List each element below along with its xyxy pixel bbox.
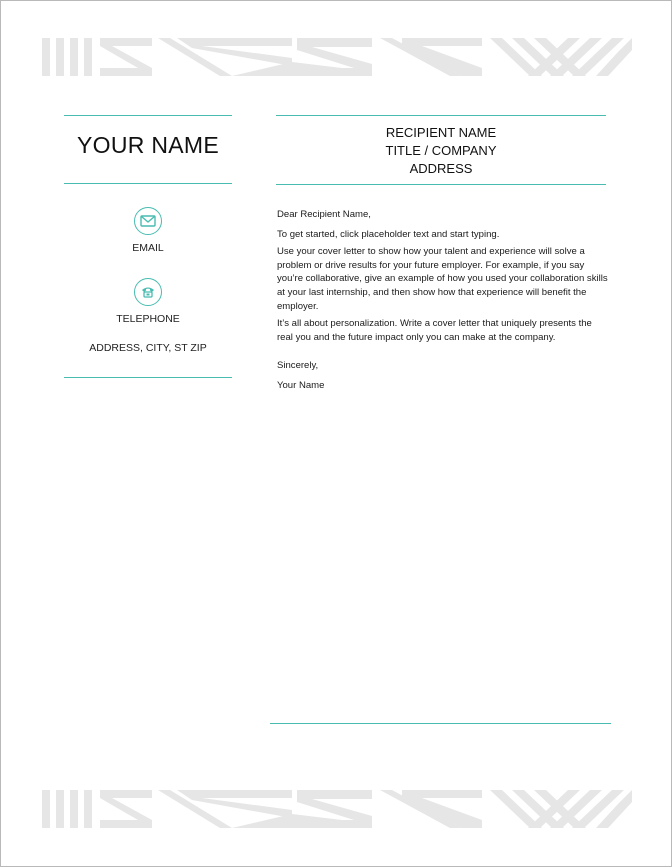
decorative-pattern-top [42, 38, 632, 76]
sender-top-rule [64, 115, 232, 116]
sender-bottom-rule [64, 377, 232, 378]
sender-name-rule [64, 183, 232, 184]
recipient-block [276, 124, 606, 178]
letter-paragraph[interactable]: It’s all about personalization. Write a cover letter that uniquely presents the real you and the future impact only you can make at the company. [277, 318, 592, 343]
sender-telephone[interactable]: TELEPHONE [116, 313, 180, 325]
decorative-pattern-bottom [42, 790, 632, 828]
letter-body [277, 208, 609, 397]
sender-address[interactable]: ADDRESS, CITY, ST ZIP [89, 342, 207, 354]
letter-bottom-rule [270, 723, 611, 724]
sender-name[interactable]: YOUR NAME [77, 132, 219, 158]
letter-signature[interactable]: Your Name [277, 379, 325, 391]
letter-paragraph[interactable]: Use your cover letter to show how your talent and experience will solve a problem or drive results for your future employer. For example, if you say you’re collaborative, give an example of how you used your collaboration skills at your last internship, and then show how that experience will benefit the employer. [277, 246, 608, 312]
recipient-bottom-rule [276, 184, 606, 185]
letter-closing[interactable]: Sincerely, [277, 360, 319, 372]
recipient-address[interactable]: ADDRESS [409, 161, 473, 176]
recipient-title-company[interactable]: TITLE / COMPANY [385, 143, 497, 158]
telephone-icon [134, 278, 162, 306]
recipient-top-rule [276, 115, 606, 116]
recipient-name[interactable]: RECIPIENT NAME [385, 125, 497, 140]
sender-email[interactable]: EMAIL [132, 242, 164, 254]
letter-salutation[interactable]: Dear Recipient Name, [277, 209, 371, 220]
letter-paragraph[interactable]: To get started, click placeholder text and start typing. [277, 228, 500, 240]
envelope-icon [134, 207, 162, 235]
